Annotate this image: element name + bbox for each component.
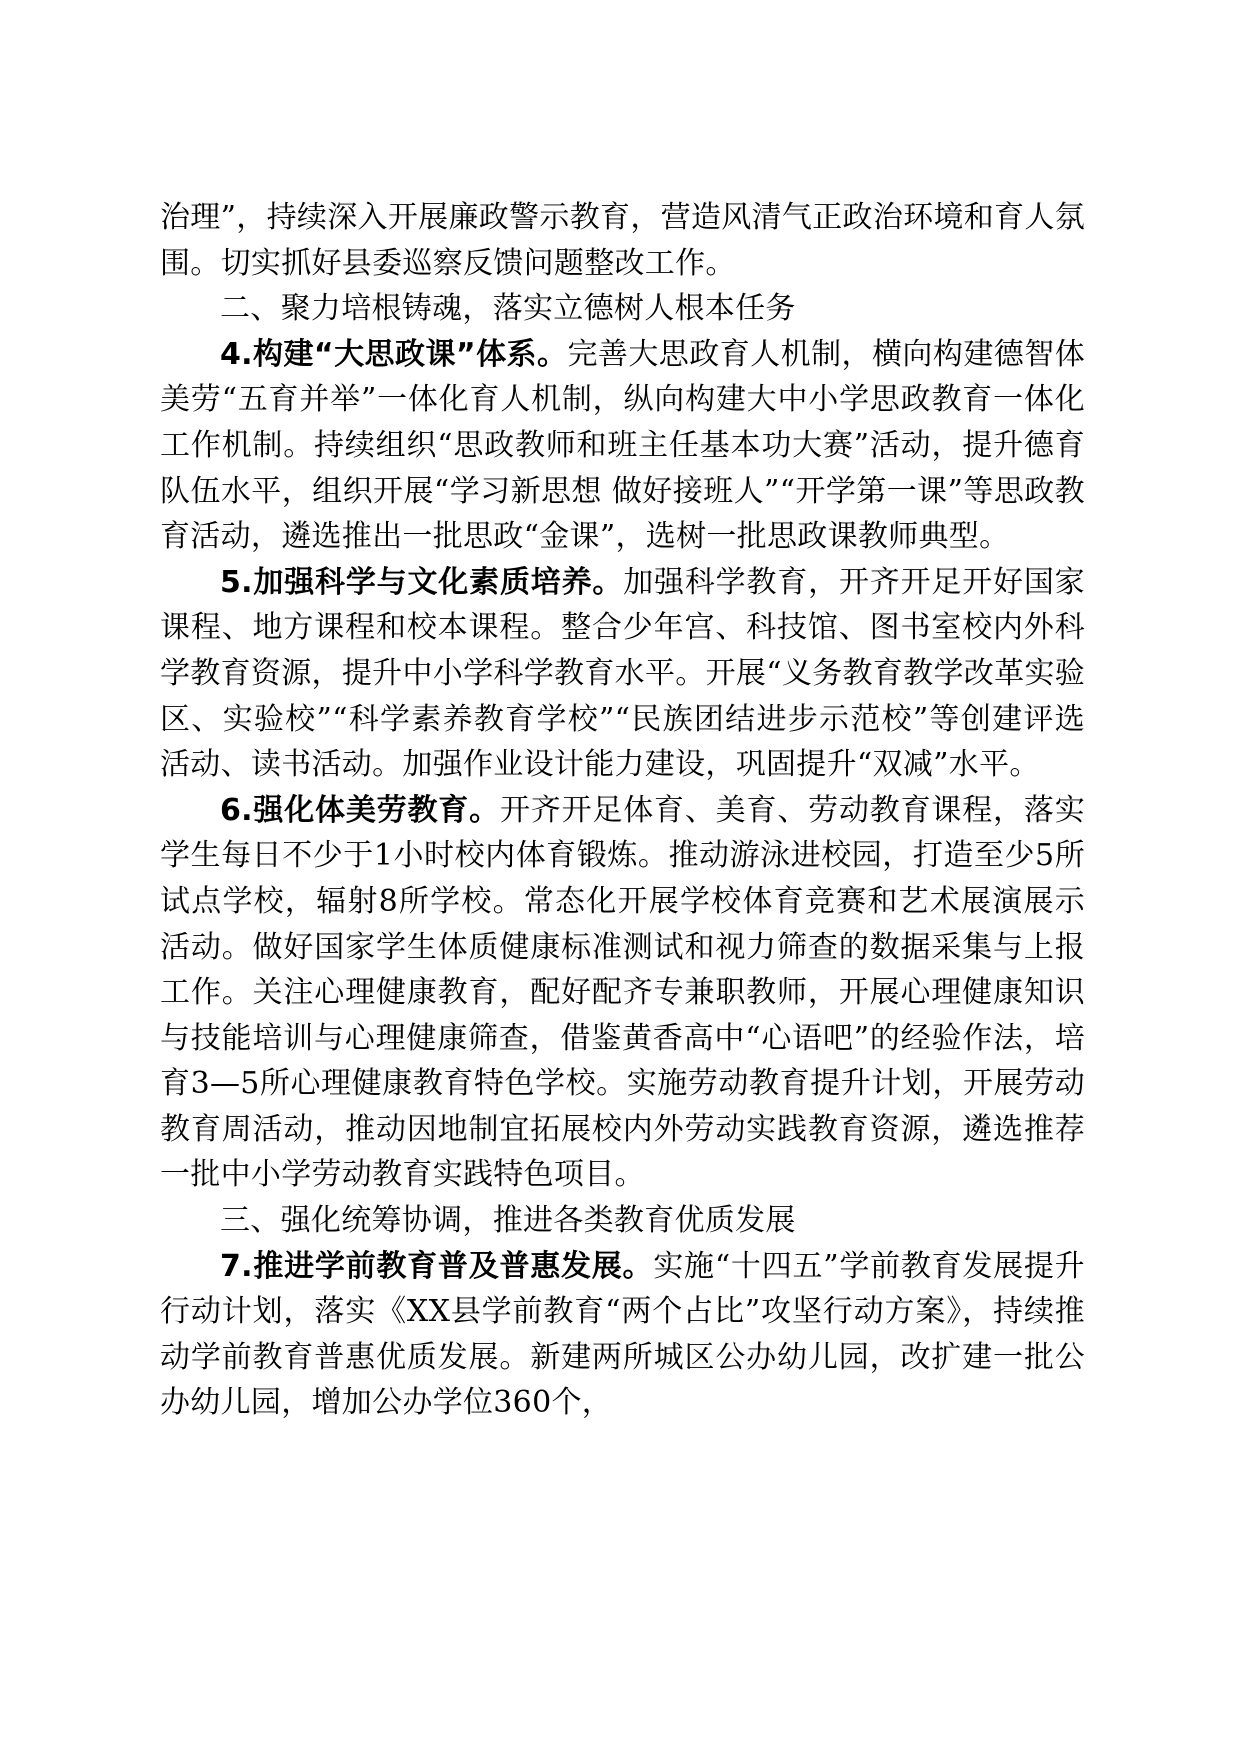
item-4-title: 4.构建“大思政课”体系。 bbox=[220, 336, 568, 372]
item-5-body: 加强科学教育，开齐开足开好国家课程、地方课程和校本课程。整合少年宫、科技馆、图书室校内外科学教育资源，提升中小学科学教育水平。开展“义务教育教学改革实验区、实验校”“科学素养教育学校”“民族团结进步示范校”等创建评选活动、读书活动。加强作业设计能力建设，巩固提升“双减”水平。 bbox=[160, 564, 1085, 783]
paragraph-text: 治理”，持续深入开展廉政警示教育，营造风清气正政治环境和育人氛围。切实抓好县委巡察反馈问题整改工作。 bbox=[160, 200, 1085, 281]
paragraph-item-4 bbox=[160, 332, 1085, 560]
paragraph-item-7 bbox=[160, 1244, 1085, 1426]
item-6-title: 6.强化体美劳教育。 bbox=[220, 792, 500, 828]
item-7-title: 7.推进学前教育普及普惠发展。 bbox=[220, 1248, 654, 1284]
paragraph-item-6 bbox=[160, 788, 1085, 1198]
item-5-title: 5.加强科学与文化素质培养。 bbox=[220, 564, 624, 600]
item-4-body: 完善大思政育人机制，横向构建德智体美劳“五育并举”一体化育人机制，纵向构建大中小学思政教育一体化工作机制。持续组织“思政教师和班主任基本功大赛”活动，提升德育队伍水平，组织开展“学习新思想 做好接班人”“开学第一课”等思政教育活动，遴选推出一批思政“金课”，选树一批思政课教师典型。 bbox=[160, 336, 1085, 555]
item-6-body: 开齐开足体育、美育、劳动教育课程，落实学生每日不少于1小时校内体育锻炼。推动游泳进校园，打造至少5所试点学校，辐射8所学校。常态化开展学校体育竞赛和艺术展演展示活动。做好国家学生体质健康标准测试和视力筛查的数据采集与上报工作。关注心理健康教育，配好配齐专兼职教师，开展心理健康知识与技能培训与心理健康筛查，借鉴黄香高中“心语吧”的经验作法，培育3—5所心理健康教育特色学校。实施劳动教育提升计划，开展劳动教育周活动，推动因地制宜拓展校内外劳动实践教育资源，遴选推荐一批中小学劳动教育实践特色项目。 bbox=[160, 792, 1085, 1193]
paragraph-item-5 bbox=[160, 560, 1085, 788]
document-page bbox=[160, 195, 1085, 1426]
paragraph-continuation bbox=[160, 195, 1085, 286]
section-heading-2: 二、聚力培根铸魂，落实立德树人根本任务 bbox=[220, 291, 796, 327]
item-7-body: 实施“十四五”学前教育发展提升行动计划，落实《XX县学前教育“两个占比”攻坚行动方案》，持续推动学前教育普惠优质发展。新建两所城区公办幼儿园，改扩建一批公办幼儿园，增加公办学位360个， bbox=[160, 1248, 1085, 1421]
section-heading-3: 三、强化统筹协调，推进各类教育优质发展 bbox=[220, 1203, 796, 1239]
